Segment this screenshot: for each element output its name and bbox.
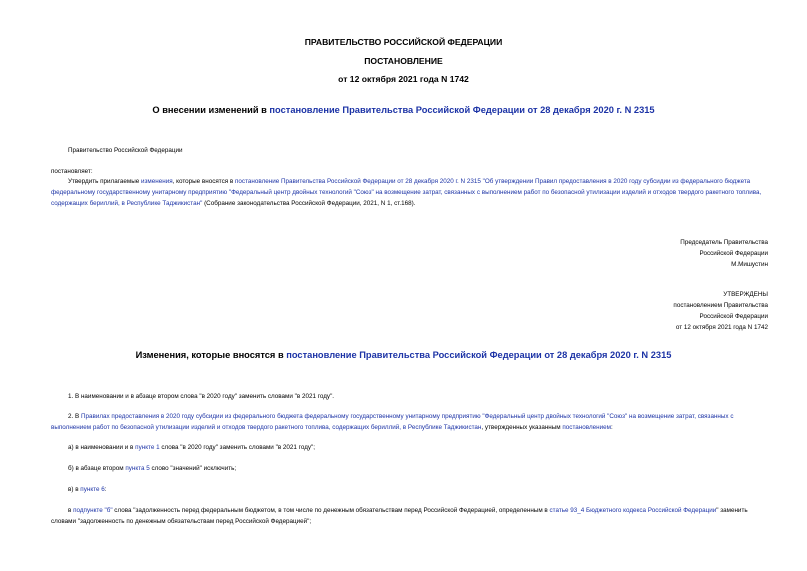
subpoint-b-text-1: в bbox=[68, 507, 74, 514]
subitem-a-text-2: слова "в 2020 году" заменить словами "в 2021 году"; bbox=[159, 444, 315, 451]
decree-paragraph-text-1: Утвердить прилагаемые bbox=[68, 178, 141, 185]
signature-line-1: Председатель Правительства bbox=[680, 239, 768, 246]
item-2-text-2: , утвержденных указанным bbox=[481, 424, 563, 431]
decree-paragraph-text-2: , которые вносятся в bbox=[172, 178, 236, 185]
point-5-link[interactable]: пункта 5 bbox=[125, 465, 150, 472]
signature-line-2: Российской Федерации bbox=[699, 250, 768, 257]
subpoint-b-text-2: слова "задолженность перед федеральным бюджетом, в том числе по денежным обязательствам перед Российской Федерацией, определенным в bbox=[112, 507, 550, 514]
document-title-prefix: О внесении изменений в bbox=[152, 105, 270, 115]
item-2-text-1: 2. В bbox=[68, 413, 81, 420]
approval-block bbox=[468, 289, 768, 333]
decree-paragraph bbox=[51, 176, 768, 209]
decree-paragraph-text-3: (Собрание законодательства Российской Федерации, 2021, N 1, ст.168). bbox=[202, 200, 416, 207]
subitem-c bbox=[51, 484, 768, 495]
changes-link[interactable]: изменения bbox=[141, 178, 173, 185]
item-2 bbox=[51, 411, 768, 433]
subitem-b bbox=[51, 463, 768, 474]
subitem-c-text-1: в) в bbox=[68, 486, 81, 493]
approval-line-1: УТВЕРЖДЕНЫ bbox=[723, 291, 768, 298]
government-heading: ПРАВИТЕЛЬСТВО РОССИЙСКОЙ ФЕДЕРАЦИИ bbox=[304, 37, 503, 47]
point-6-link[interactable]: пункте 6 bbox=[80, 486, 105, 493]
subitem-b-text-1: б) в абзаце втором bbox=[68, 465, 126, 472]
approval-line-4: от 12 октября 2021 года N 1742 bbox=[675, 324, 768, 331]
budget-code-article-link[interactable]: статье 93_4 Бюджетного кодекса Российской Федерации bbox=[549, 507, 717, 514]
signature-line-3: М.Мишустин bbox=[731, 261, 768, 268]
subitem-a-text-1: а) в наименовании и в bbox=[68, 444, 136, 451]
document-type-heading: ПОСТАНОВЛЕНИЕ bbox=[364, 56, 443, 66]
subpoint-b-paragraph bbox=[51, 505, 768, 527]
rules-link[interactable]: Правилах предоставления в 2020 году субсидии из федерального бюджета федеральному государственному унитарному предприятию "Федеральный центр двойных технологий "Союз" на возмещение затрат, связанных с выполнением работ по безопасной утилизации изделий и отходов твердого ракетного топлива, содержащих бериллий, в Республике Таджикистан bbox=[51, 413, 734, 431]
item-2-text-3: : bbox=[610, 424, 613, 431]
subitem-b-text-2: слово "значений" исключить; bbox=[149, 465, 237, 472]
changes-title-decree-link[interactable]: постановление Правительства Российской Федерации от 28 декабря 2020 г. N 2315 bbox=[286, 350, 672, 360]
document-title bbox=[0, 105, 807, 115]
changes-title-prefix: Изменения, которые вносятся в bbox=[135, 350, 287, 360]
signature-block bbox=[468, 237, 768, 270]
subpoint-b-link[interactable]: подпункте "б" bbox=[73, 507, 113, 514]
decrees-word: постановляет: bbox=[51, 168, 93, 175]
approval-line-3: Российской Федерации bbox=[699, 313, 768, 320]
changes-title bbox=[0, 350, 807, 360]
subitem-c-text-2: : bbox=[104, 486, 107, 493]
government-subject: Правительство Российской Федерации bbox=[68, 147, 183, 154]
title-decree-link[interactable]: постановление Правительства Российской Федерации от 28 декабря 2020 г. N 2315 bbox=[269, 105, 655, 115]
document-date-number: от 12 октября 2021 года N 1742 bbox=[338, 74, 469, 84]
decree-link[interactable]: постановлением bbox=[562, 424, 611, 431]
approval-line-2: постановлением Правительства bbox=[673, 302, 768, 309]
point-1-link[interactable]: пункте 1 bbox=[135, 444, 160, 451]
subitem-a bbox=[51, 442, 768, 453]
decree-2315-link[interactable]: постановление Правительства Российской Федерации от 28 декабря 2020 г. N 2315 "Об утверждении Правил предоставления в 2020 году субсидии из федерального бюджета федеральному государственному унитарному предприятию "Федеральный центр двойных технологий "Союз" на возмещение затрат, связанных с выполнением работ по безопасной утилизации изделий и отходов твердого ракетного топлива, содержащих бериллий, в Республике Таджикистан" bbox=[51, 178, 762, 207]
subpoint-b-text-3: " заменить словами "задолженность по денежным обязательствам перед Российской Федерацией"; bbox=[51, 507, 748, 525]
item-1: 1. В наименовании и в абзаце втором слова "в 2020 году" заменить словами "в 2021 году". bbox=[68, 393, 335, 400]
